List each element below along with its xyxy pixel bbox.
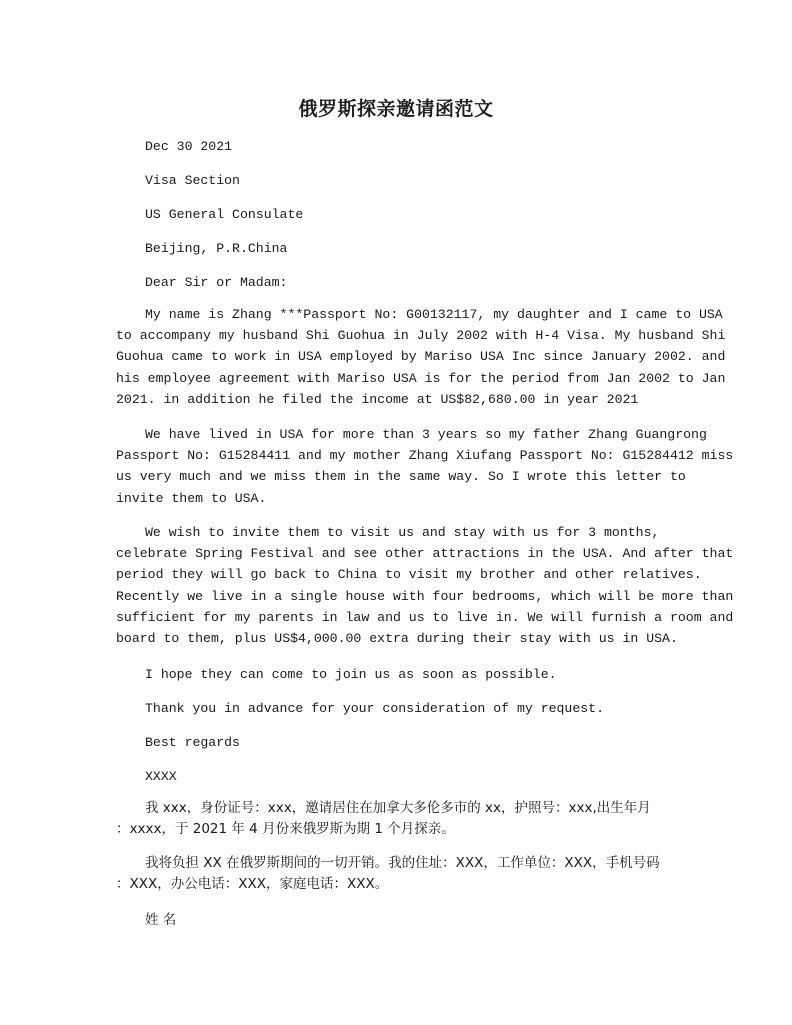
letter-salutation: Dear Sir or Madam: (145, 275, 288, 290)
closing-thanks: Thank you in advance for your consideration of my request. (145, 701, 604, 716)
text-line: 我将负担 XX 在俄罗斯期间的一切开销。我的住址：XXX，工作单位：XXX，手机号码 (145, 855, 660, 871)
text-line: ：xxxx，于 2021 年 4 月份来俄罗斯为期 1 个月探亲。 (116, 821, 455, 838)
text-line: My name is Zhang ***Passport No: G00132117, my daughter and I came to USA (145, 307, 723, 322)
text-line: ：XXX，办公电话：XXX，家庭电话：XXX。 (116, 876, 389, 893)
name-label: 姓 名 (145, 912, 177, 928)
text-line: Recently we live in a single house with four bedrooms, which will be more than (116, 588, 734, 604)
letter-consulate: US General Consulate (145, 207, 304, 222)
paragraph-chinese-expenses (116, 853, 676, 895)
text-line: 我 xxx，身份证号：xxx，邀请居住在加拿大多伦多市的 xx，护照号：xxx,出生年月 (145, 800, 651, 816)
paragraph-invitation (116, 522, 734, 649)
letter-date: Dec 30 2021 (145, 139, 233, 154)
text-line: sufficient for my parents in law and us to live in. We will furnish a room and (116, 609, 734, 625)
text-line: us very much and we miss them in the same way. So I wrote this letter to (116, 469, 686, 485)
paragraph-intro (116, 304, 726, 410)
text-line: Guohua came to work in USA employed by Mariso USA Inc since January 2002. and (116, 349, 726, 365)
closing-hope: I hope they can come to join us as soon as possible. (145, 667, 557, 682)
signature: XXXX (145, 769, 177, 784)
text-line: invite them to USA. (116, 490, 267, 506)
paragraph-parents (116, 424, 734, 509)
text-line: board to them, plus US$4,000.00 extra during their stay with us in USA. (116, 631, 678, 647)
text-line: his employee agreement with Mariso USA is for the period from Jan 2002 to Jan (116, 370, 726, 386)
text-line: We wish to invite them to visit us and stay with us for 3 months, (145, 525, 660, 540)
text-line: We have lived in USA for more than 3 years so my father Zhang Guangrong (145, 427, 707, 442)
text-line: Passport No: G15284411 and my mother Zhang Xiufang Passport No: G15284412 miss (116, 448, 734, 464)
document-title: 俄罗斯探亲邀请函范文 (298, 98, 494, 120)
text-line: celebrate Spring Festival and see other attractions in the USA. And after that (116, 546, 734, 562)
letter-city: Beijing, P.R.China (145, 241, 288, 256)
text-line: period they will go back to China to visit my brother and other relatives. (116, 567, 702, 583)
text-line: 2021. in addition he filed the income at US$82,680.00 in year 2021 (116, 391, 639, 407)
closing-regards: Best regards (145, 735, 240, 750)
paragraph-chinese-invitation (116, 798, 676, 840)
letter-section: Visa Section (145, 173, 240, 188)
text-line: to accompany my husband Shi Guohua in July 2002 with H-4 Visa. My husband Shi (116, 328, 726, 344)
